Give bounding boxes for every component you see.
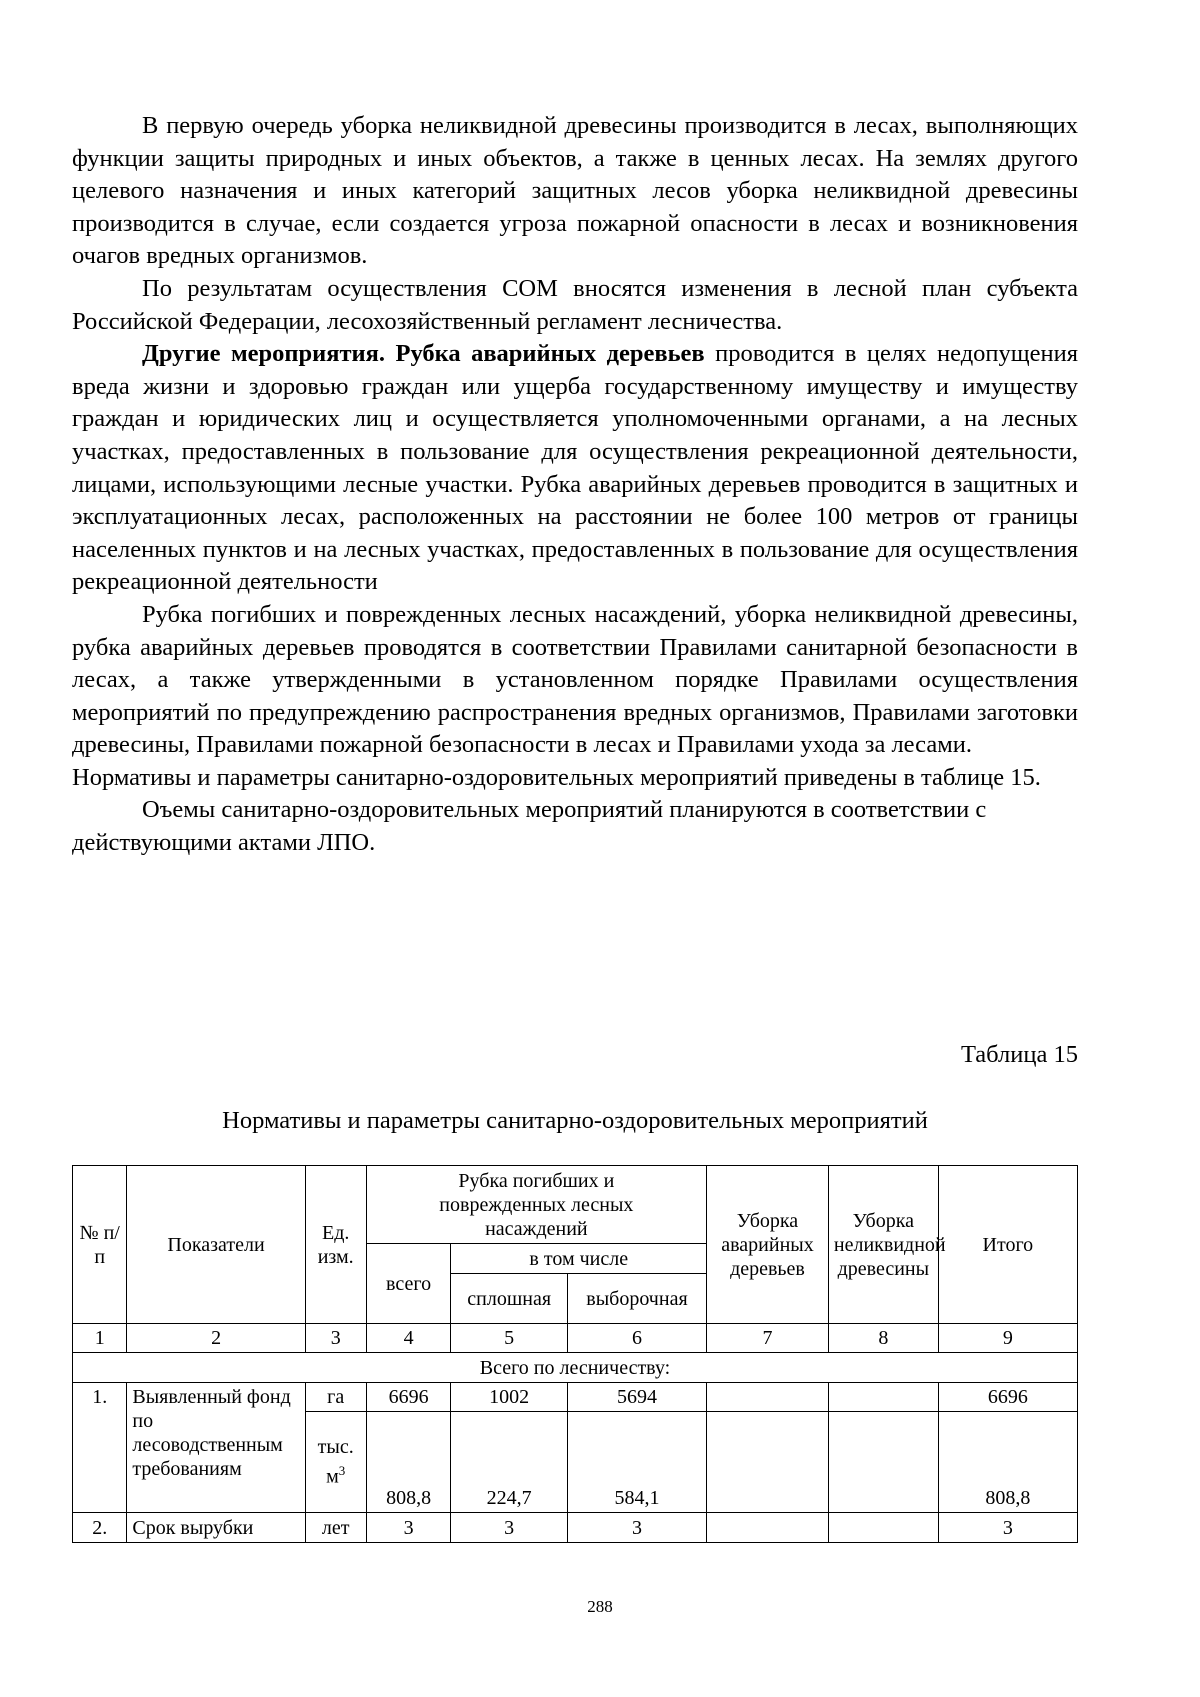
col-number: 6 <box>567 1324 706 1353</box>
header-itogo: Итого <box>938 1166 1077 1324</box>
col-number: 8 <box>828 1324 938 1353</box>
paragraph-6: Оъемы санитарно-оздоровительных мероприятий планируются в соответствии с действующими актами ЛПО. <box>72 796 987 857</box>
row-unit: га <box>305 1383 366 1412</box>
row-num: 2. <box>73 1513 127 1543</box>
cell-value: 3 <box>366 1513 451 1543</box>
row-unit-text: тыс. м <box>317 1436 354 1488</box>
col-number: 1 <box>73 1324 127 1353</box>
document-body <box>72 110 1078 860</box>
column-number-row <box>73 1324 1078 1353</box>
section-row: Всего по лесничеству: <box>73 1353 1078 1383</box>
cell-value: 3 <box>451 1513 567 1543</box>
cell-value: 584,1 <box>567 1412 706 1513</box>
paragraph-1: В первую очередь уборка неликвидной древесины производится в лесах, выполняющих функции защиты природных и иных объектов, а также в ценных лесах. На землях другого целевого назначения и иных категорий защитных лесов уборка неликвидной древесины производится в случае, если создается угроза пожарной опасности в лесах и возникновения очагов вредных организмов. <box>72 112 1078 270</box>
header-hazard-trees: Уборка аварийных деревьев <box>707 1166 829 1324</box>
col-number: 5 <box>451 1324 567 1353</box>
row-unit <box>305 1412 366 1513</box>
header-clear: сплошная <box>451 1274 567 1324</box>
row-unit: лет <box>305 1513 366 1543</box>
col-number: 4 <box>366 1324 451 1353</box>
col-number: 2 <box>127 1324 305 1353</box>
cell-value <box>828 1513 938 1543</box>
cell-value: 808,8 <box>938 1412 1077 1513</box>
cell-value: 3 <box>938 1513 1077 1543</box>
paragraph-3 <box>72 338 1078 599</box>
cell-value: 224,7 <box>451 1412 567 1513</box>
paragraph-4: Рубка погибших и поврежденных лесных насаждений, уборка неликвидной древесины, рубка аварийных деревьев проводятся в соответствии Правилами санитарной безопасности в лесах, а также утвержденными в установленном порядке Правилами осуществления мероприятий по предупреждению распространения вредных организмов, Правилами заготовки древесины, Правилами пожарной безопасности в лесах и Правилами ухода за лесами. <box>72 600 1078 759</box>
paragraph-5: Нормативы и параметры санитарно-оздоровительных мероприятий приведены в таблице 15. <box>72 763 1041 791</box>
header-selective: выборочная <box>567 1274 706 1324</box>
unit-superscript: 3 <box>338 1463 346 1479</box>
cell-value: 5694 <box>567 1383 706 1412</box>
norms-table <box>72 1165 1078 1543</box>
header-including: в том числе <box>451 1244 707 1274</box>
cell-value <box>707 1383 829 1412</box>
paragraph-2: По результатам осуществления СОМ вносятся изменения в лесной план субъекта Российской Федерации, лесохозяйственный регламент лесничества. <box>72 274 1078 335</box>
paragraph-3-bold: Другие мероприятия. Рубка аварийных деревьев <box>142 340 705 368</box>
row-name: Выявленный фонд по лесоводственным требованиям <box>127 1383 305 1513</box>
cell-value <box>707 1412 829 1513</box>
page-number: 288 <box>587 1597 613 1616</box>
cell-value <box>828 1412 938 1513</box>
header-num: № п/п <box>73 1166 127 1324</box>
cell-value: 808,8 <box>366 1412 451 1513</box>
col-number: 9 <box>938 1324 1077 1353</box>
cell-value: 6696 <box>938 1383 1077 1412</box>
table-row <box>73 1383 1078 1412</box>
cell-value: 3 <box>567 1513 706 1543</box>
header-total: всего <box>366 1244 451 1324</box>
cell-value: 1002 <box>451 1383 567 1412</box>
row-num: 1. <box>73 1383 127 1513</box>
table-title: Нормативы и параметры санитарно-оздоровительных мероприятий <box>222 1107 928 1134</box>
header-felling: Рубка погибших и поврежденных лесных насаждений <box>366 1166 706 1244</box>
cell-value <box>828 1383 938 1412</box>
cell-value: 6696 <box>366 1383 451 1412</box>
col-number: 7 <box>707 1324 829 1353</box>
row-name: Срок вырубки <box>127 1513 305 1543</box>
header-unmarketable: Уборка неликвидной древесины <box>828 1166 938 1324</box>
table-label: Таблица 15 <box>960 1041 1078 1068</box>
paragraph-3-rest: проводится в целях недопущения вреда жизни и здоровью граждан или ущерба государственному имуществу и имуществу граждан и юридических лиц и осуществляется уполномоченными органами, а на лесных участках, предоставленных в пользование для осуществления рекреационной деятельности, лицами, использующими лесные участки. Рубка аварийных деревьев проводится в защитных и эксплуатационных лесах, расположенных на расстоянии не более 100 метров от границы населенных пунктов и на лесных участках, предоставленных в пользование для осуществления рекреационной деятельности <box>72 340 1078 596</box>
cell-value <box>707 1513 829 1543</box>
table-row <box>73 1513 1078 1543</box>
header-unit: Ед. изм. <box>305 1166 366 1324</box>
header-indicator: Показатели <box>127 1166 305 1324</box>
col-number: 3 <box>305 1324 366 1353</box>
